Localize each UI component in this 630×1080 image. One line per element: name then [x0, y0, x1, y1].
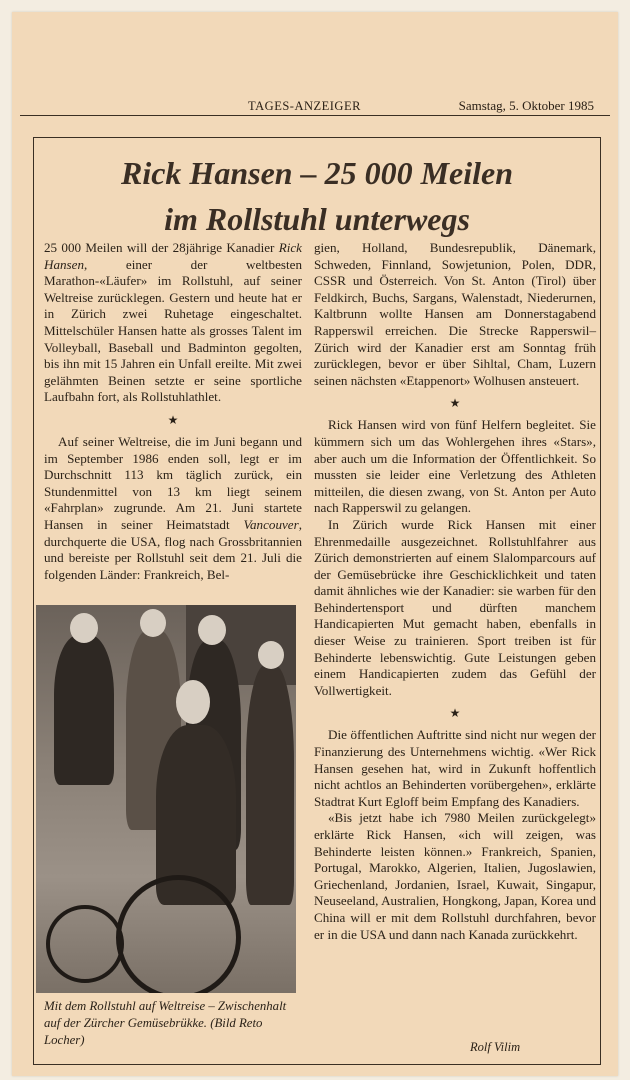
- paragraph-journey: Auf seiner Weltreise, die im Juni begann und im September 1986 enden soll, legt er im Durchschnitt 113 km täglich zurück, ein Stundenmittel von 13 km liegt seinem «Fahrplan» zugrunde. Am 21. Juni startete Hansen in seiner Heimatstadt Vancouver, durchquerte die USA, flog nach Grossbritannien und bereiste per Rollstuhl seit dem 21. Juli die folgenden Länder: Frankreich, Bel-: [44, 433, 302, 582]
- section-star: ★: [449, 396, 461, 411]
- right-column: [314, 240, 596, 943]
- headline-line-2: im Rollstuhl unterwegs: [164, 201, 470, 237]
- paragraph-zurich: In Zürich wurde Rick Hansen mit einer Ehrenmedaille ausgezeichnet. Rollstuhlfahrer aus Zürich demonstrierten auf einem Slalomparcours auf der Gemüsebrücke ihre Geschicklichkeit und taten damit ähnliches wie der Kanadier: sie warben für den Behindertensport und dürften manchem Handicapierten Mut gemacht haben, ebenfalls in dieser Weise zu trainieren. Sport treiben ist für Behinderte lebenswichtig. Gute Leistungen geben einem Handicapierten zudem das Gefühl der Vollwertigkeit.: [314, 516, 596, 698]
- author-byline: Rolf Vilim: [470, 1040, 521, 1054]
- left-column: [44, 240, 302, 583]
- newspaper-name: TAGES-ANZEIGER: [248, 99, 361, 113]
- article-headline: [33, 150, 601, 242]
- publication-date: Samstag, 5. Oktober 1985: [458, 98, 594, 113]
- photo-person-head: [140, 609, 166, 637]
- paragraph-intro: 25 000 Meilen will der 28jährige Kanadier Rick Hansen, einer der weltbesten Marathon-«Läufer» im Rollstuhl, auf seiner Weltreise zurücklegen. Gestern und heute hat er in Zürich zwei Ruhetage eingeschaltet. Mittelschüler Hansen hatte als grosses Talent im Volleyball, Baseball und Badminton gegolten, bis ihn mit 15 Jahren ein Unfall ereilte. Mit zwei gelähmten Beinen setzte er seine sportliche Laufbahn fort, als Rollstuhlathlet.: [44, 240, 302, 405]
- photo-person-head: [198, 615, 226, 645]
- paragraph-appearances: Die öffentlichen Auftritte sind nicht nur wegen der Finanzierung des Unternehmens wichtig. «Wer Rick Hansen gesehen hat, wird in Zukunft hoffentlich nicht achtlos an Behinderten vorübergehen», erklärte Stadtrat Kurt Egloff beim Empfang des Kanadiers.: [314, 727, 596, 809]
- headline-line-1: Rick Hansen – 25 000 Meilen: [120, 155, 513, 191]
- photo-person-right: [246, 665, 294, 905]
- photo-person-head: [70, 613, 98, 643]
- masthead-rule: [20, 115, 610, 116]
- article-photo: [36, 605, 296, 993]
- photo-athlete-head: [176, 680, 210, 724]
- photo-wheelchair-wheel: [46, 905, 124, 983]
- paragraph-helpers: Rick Hansen wird von fünf Helfern begleitet. Sie kümmern sich um das Wohlergehen ihres «Stars», aber auch um die Information der Öffentlichkeit. So mussten sie leider eine Verletzung des Athleten mitteilen, die diesen zwang, von St. Anton per Auto nach Rapperswil zu gelangen.: [314, 417, 596, 516]
- name-emphasis: Rick Hansen: [44, 240, 302, 272]
- paragraph-quote: «Bis jetzt habe ich 7980 Meilen zurückgelegt» erklärte Rick Hansen, «ich will zeigen, was Behinderte leisten können.» Frankreich, Spanien, Portugal, Marokko, Algerien, Italien, Jugoslawien, Griechenland, Jordanien, Israel, Kuwait, Singapur, Neuseeland, Australien, Hongkong, Japan, Korea und China will er mit dem Rollstuhl durchfahren, bevor er in die USA und dann nach Kanada zurückkehrt.: [314, 810, 596, 942]
- photo-person-head: [258, 641, 284, 669]
- section-star: ★: [167, 412, 179, 427]
- photo-wheelchair-wheel: [116, 875, 241, 993]
- paragraph-route: gien, Holland, Bundesrepublik, Dänemark, Schweden, Finnland, Sowjetunion, Polen, DDR, CSSR und Österreich. Von St. Anton (Tirol) über Feldkirch, Buchs, Sargans, Walenstadt, Niederurnen, Kaltbrunn wollte Hansen am Donnerstagabend Rapperswil erreichen. Die Strecke Rapperswil–Zürich wird der Kanadier erst am Sonntag früh zurücklegen, bevor er über Sihltal, Cham, Luzern seinen nächsten «Etappenort» Wolhusen ansteuert.: [314, 240, 596, 388]
- masthead: [248, 92, 594, 114]
- photo-person-standing: [54, 635, 114, 785]
- photo-caption: Mit dem Rollstuhl auf Weltreise – Zwischenhalt auf der Zürcher Gemüsebrükke. (Bild Reto Locher): [44, 999, 287, 1047]
- section-star: ★: [449, 706, 461, 721]
- city-emphasis: Vancouver: [243, 516, 299, 532]
